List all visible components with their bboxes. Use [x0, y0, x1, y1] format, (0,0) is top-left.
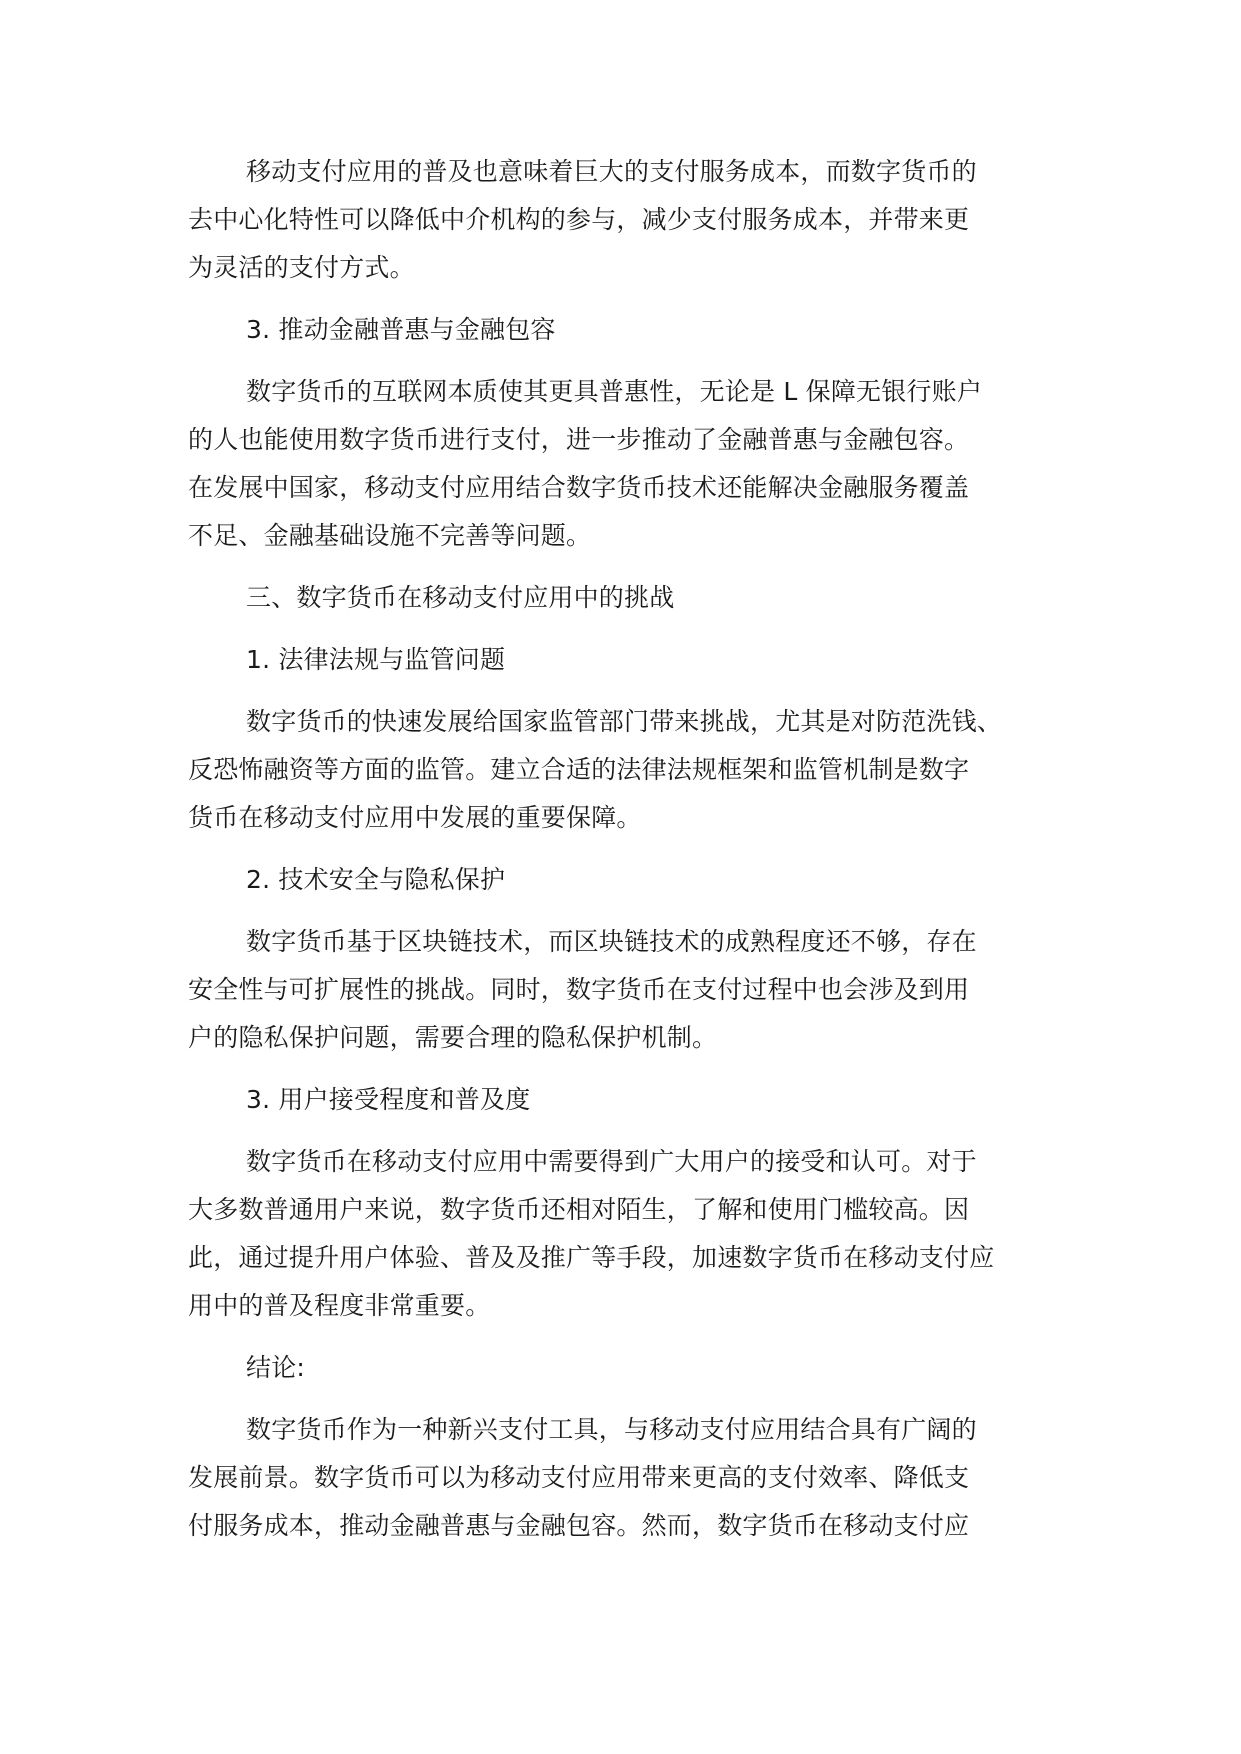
paragraph-line: 用中的普及程度非常重要。: [188, 1291, 491, 1320]
paragraph-payment-cost: [188, 148, 1068, 292]
paragraph-line: 数字货币作为一种新兴支付工具，与移动支付应用结合具有广阔的: [246, 1415, 977, 1444]
heading-challenges: [188, 574, 1068, 622]
paragraph-line: 去中心化特性可以降低中介机构的参与，减少支付服务成本，并带来更: [188, 205, 970, 234]
paragraph-acceptance: [188, 1138, 1068, 1330]
paragraph-line: 此，通过提升用户体验、普及及推广等手段，加速数字货币在移动支付应: [188, 1243, 995, 1272]
paragraph-line: 反恐怖融资等方面的监管。建立合适的法律法规框架和监管机制是数字: [188, 755, 970, 784]
paragraph-line: 大多数普通用户来说，数字货币还相对陌生，了解和使用门槛较高。因: [188, 1195, 970, 1224]
heading-line: 结论:: [246, 1353, 306, 1382]
heading-security: [188, 856, 1068, 904]
paragraph-line: 数字货币的互联网本质使其更具普惠性，无论是 L 保障无银行账户: [246, 377, 983, 406]
paragraph-line: 数字货币的快速发展给国家监管部门带来挑战，尤其是对防范洗钱、: [246, 707, 1003, 736]
paragraph-line: 货币在移动支付应用中发展的重要保障。: [188, 803, 642, 832]
paragraph-line: 在发展中国家，移动支付应用结合数字货币技术还能解决金融服务覆盖: [188, 473, 970, 502]
paragraph-line: 移动支付应用的普及也意味着巨大的支付服务成本，而数字货币的: [246, 157, 977, 186]
heading-financial-inclusion: [188, 306, 1068, 354]
paragraph-inclusion: [188, 368, 1068, 560]
paragraph-line: 不足、金融基础设施不完善等问题。: [188, 521, 592, 550]
document-page: [188, 148, 1068, 1550]
heading-line: 3. 推动金融普惠与金融包容: [246, 315, 556, 344]
paragraph-line: 安全性与可扩展性的挑战。同时，数字货币在支付过程中也会涉及到用: [188, 975, 970, 1004]
heading-line: 2. 技术安全与隐私保护: [246, 865, 506, 894]
paragraph-line: 付服务成本，推动金融普惠与金融包容。然而，数字货币在移动支付应: [188, 1511, 970, 1540]
heading-regulation: [188, 636, 1068, 684]
heading-conclusion: [188, 1344, 1068, 1392]
paragraph-line: 数字货币在移动支付应用中需要得到广大用户的接受和认可。对于: [246, 1147, 977, 1176]
heading-line: 三、数字货币在移动支付应用中的挑战: [246, 583, 675, 612]
paragraph-line: 为灵活的支付方式。: [188, 253, 415, 282]
paragraph-conclusion: [188, 1406, 1068, 1550]
heading-line: 3. 用户接受程度和普及度: [246, 1085, 531, 1114]
paragraph-security: [188, 918, 1068, 1062]
heading-acceptance: [188, 1076, 1068, 1124]
paragraph-line: 数字货币基于区块链技术，而区块链技术的成熟程度还不够，存在: [246, 927, 977, 956]
paragraph-line: 发展前景。数字货币可以为移动支付应用带来更高的支付效率、降低支: [188, 1463, 970, 1492]
paragraph-regulation: [188, 698, 1068, 842]
paragraph-line: 的人也能使用数字货币进行支付，进一步推动了金融普惠与金融包容。: [188, 425, 970, 454]
heading-line: 1. 法律法规与监管问题: [246, 645, 506, 674]
paragraph-line: 户的隐私保护问题，需要合理的隐私保护机制。: [188, 1023, 718, 1052]
